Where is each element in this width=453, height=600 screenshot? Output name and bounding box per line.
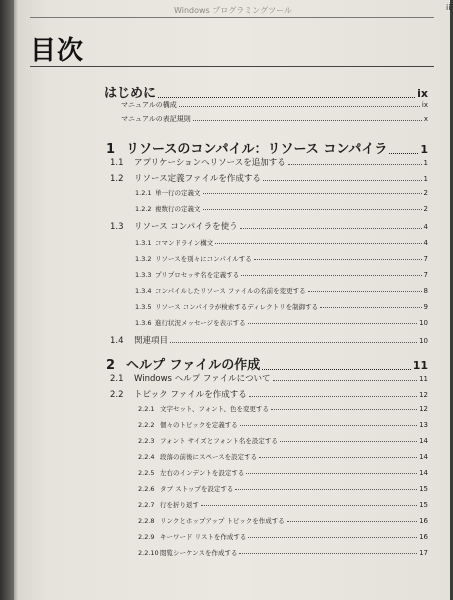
toc-entry-page: 11 xyxy=(412,359,428,372)
toc-entry-page: 14 xyxy=(419,469,428,477)
toc-entry-number: 1.3.1 xyxy=(135,239,152,247)
toc-leader-dots xyxy=(308,291,422,292)
document-page xyxy=(14,0,453,600)
toc-entry-page: 4 xyxy=(423,239,428,247)
toc-leader-dots xyxy=(254,259,422,260)
toc-leader-dots xyxy=(248,537,417,538)
toc-entry-label: 行を折り返す xyxy=(160,501,199,509)
toc-entry-number: 1.2 xyxy=(110,174,124,184)
toc-entry[interactable] xyxy=(138,452,428,461)
toc-entry-page: 15 xyxy=(419,485,428,493)
toc-entry-page: 9 xyxy=(423,303,428,311)
toc-entry-label: コンパイルしたリソース ファイルの名前を変更する xyxy=(155,287,306,295)
toc-entry[interactable] xyxy=(106,354,428,373)
table-of-contents xyxy=(14,0,450,600)
toc-entry[interactable] xyxy=(110,156,428,168)
toc-entry-number: 2.1 xyxy=(110,374,124,384)
toc-entry-label: 個々のトピックを定義する xyxy=(160,421,238,429)
running-header: Windows プログラミングツール xyxy=(174,6,292,15)
toc-entry[interactable] xyxy=(110,372,428,384)
toc-leader-dots xyxy=(215,243,421,244)
toc-entry-page: 1 xyxy=(420,143,428,156)
toc-entry-label: リソース定義ファイルを作成する xyxy=(134,174,261,184)
toc-entry-number: 2.2.8 xyxy=(138,517,155,525)
toc-leader-dots xyxy=(235,489,417,490)
toc-entry-number: 2.2.1 xyxy=(138,405,155,413)
toc-entry-page: 10 xyxy=(419,337,428,345)
toc-entry-label: リソースを別々にコンパイルする xyxy=(155,255,252,263)
toc-entry-number: 2.2.3 xyxy=(138,437,155,445)
toc-entry-number: 1.4 xyxy=(110,336,124,346)
toc-entry-page: 13 xyxy=(419,421,428,429)
toc-entry[interactable] xyxy=(138,500,428,509)
toc-leader-dots xyxy=(262,369,410,370)
toc-entry-label: コマンドライン構文 xyxy=(155,239,214,247)
toc-entry[interactable] xyxy=(110,172,428,184)
toc-entry-page: x xyxy=(423,115,428,123)
toc-entry-number: 2.2.9 xyxy=(138,533,155,541)
toc-leader-dots xyxy=(259,457,417,458)
toc-entry[interactable] xyxy=(121,100,428,110)
toc-leader-dots xyxy=(241,275,421,276)
toc-entry-number: 1.3.4 xyxy=(135,287,152,295)
toc-entry-page: 2 xyxy=(423,189,428,197)
toc-entry-number: 2.2.10 xyxy=(138,549,159,557)
toc-entry[interactable] xyxy=(138,484,428,493)
toc-entry[interactable] xyxy=(135,188,428,197)
toc-entry-label: 進行状況メッセージを表示する xyxy=(155,319,246,327)
toc-leader-dots xyxy=(271,409,417,410)
toc-entry-page: 16 xyxy=(419,533,428,541)
toc-entry-number: 1.3.3 xyxy=(135,271,152,279)
toc-entry-number: 2.2.2 xyxy=(138,421,155,429)
toc-leader-dots xyxy=(170,342,417,343)
toc-entry-label: 複数行の定義文 xyxy=(155,205,201,213)
toc-entry-label: リソースのコンパイル：リソース コンパイラ xyxy=(126,142,388,157)
toc-entry[interactable] xyxy=(135,238,428,247)
toc-leader-dots xyxy=(239,553,417,554)
toc-entry-number: 1.3 xyxy=(110,222,124,232)
toc-entry-label: 文字セット、フォント、色を変更する xyxy=(160,405,270,413)
toc-entry-label: トピック ファイルを作成する xyxy=(134,390,247,400)
toc-entry-label: マニュアルの表記規則 xyxy=(121,115,191,123)
toc-entry-page: 4 xyxy=(423,223,428,231)
toc-entry[interactable] xyxy=(110,388,428,400)
toc-entry-page: 12 xyxy=(419,391,428,399)
toc-entry-number: 1.3.2 xyxy=(135,255,152,263)
toc-entry-label: 閲覧シーケンスを作成する xyxy=(160,549,238,557)
toc-leader-dots xyxy=(288,164,422,165)
toc-entry[interactable] xyxy=(135,254,428,263)
toc-leader-dots xyxy=(203,209,422,210)
toc-leader-dots xyxy=(246,473,417,474)
toc-entry[interactable] xyxy=(138,548,428,557)
toc-entry-label: タブ ストップを設定する xyxy=(160,485,234,493)
toc-entry-page: 1 xyxy=(423,159,428,167)
toc-leader-dots xyxy=(287,521,417,522)
toc-entry-number: 1.3.5 xyxy=(135,303,152,311)
toc-entry-number: 2.2.5 xyxy=(138,469,155,477)
toc-entry[interactable] xyxy=(135,204,428,213)
toc-entry[interactable] xyxy=(138,420,428,429)
toc-entry-number: 2.2.6 xyxy=(138,485,155,493)
toc-leader-dots xyxy=(273,380,418,381)
toc-entry-number: 2.2.7 xyxy=(138,501,155,509)
toc-entry-label: ヘルプ ファイルの作成 xyxy=(126,358,261,373)
toc-leader-dots xyxy=(248,323,417,324)
toc-entry-number: 1.1 xyxy=(110,158,124,168)
toc-leader-dots xyxy=(179,106,420,107)
toc-leader-dots xyxy=(240,228,422,229)
toc-entry-page: 14 xyxy=(419,437,428,445)
toc-entry-page: 12 xyxy=(419,405,428,413)
toc-entry-number: 1 xyxy=(106,142,116,157)
toc-entry-label: リソース コンパイラが検索するディレクトリを制御する xyxy=(155,303,319,311)
toc-leader-dots xyxy=(201,505,417,506)
toc-entry-page: ix xyxy=(417,87,428,100)
toc-entry[interactable] xyxy=(110,220,428,232)
toc-entry-label: マニュアルの構成 xyxy=(121,101,177,109)
toc-entry-label: アプリケーションへリソースを追加する xyxy=(134,158,286,168)
toc-entry[interactable] xyxy=(110,334,428,346)
toc-entry-page: 2 xyxy=(423,205,428,213)
toc-entry-page: 7 xyxy=(423,255,428,263)
toc-entry-label: 段落の前後にスペースを設定する xyxy=(160,453,258,461)
toc-entry-label: Windows ヘルプ ファイルについて xyxy=(134,374,271,384)
page-number: iii xyxy=(446,3,453,12)
toc-entry[interactable] xyxy=(138,516,428,525)
toc-entry-page: 17 xyxy=(419,549,428,557)
adjacent-page-edge xyxy=(0,0,14,600)
toc-entry-label: 関連項目 xyxy=(134,336,169,346)
toc-entry-page: 10 xyxy=(419,319,428,327)
toc-entry-label: 左右のインデントを設定する xyxy=(160,469,245,477)
toc-entry-label: キーワード リストを作成する xyxy=(160,533,247,541)
toc-entry-number: 1.2.1 xyxy=(135,189,152,197)
toc-entry-page: 15 xyxy=(419,501,428,509)
toc-entry-number: 2 xyxy=(106,358,116,373)
toc-entry[interactable] xyxy=(135,302,428,311)
toc-leader-dots xyxy=(203,193,422,194)
toc-leader-dots xyxy=(240,425,417,426)
toc-entry-number: 1.3.6 xyxy=(135,319,152,327)
toc-entry-label: プリプロセッサ名を定義する xyxy=(155,271,240,279)
toc-leader-dots xyxy=(249,396,417,397)
toc-entry[interactable] xyxy=(138,468,428,477)
toc-entry-label: フォント サイズとフォント名を設定する xyxy=(160,437,278,445)
toc-entry-page: 16 xyxy=(419,517,428,525)
toc-entry-page: 14 xyxy=(419,453,428,461)
toc-leader-dots xyxy=(263,180,422,181)
toc-entry-page: 8 xyxy=(423,287,428,295)
toc-entry-label: はじめに xyxy=(104,86,157,101)
toc-entry-number: 1.2.2 xyxy=(135,205,152,213)
toc-entry[interactable] xyxy=(135,286,428,295)
toc-leader-dots xyxy=(320,307,421,308)
toc-entry-page: 11 xyxy=(419,375,428,383)
toc-leader-dots xyxy=(280,441,417,442)
toc-entry[interactable] xyxy=(121,114,428,124)
toc-entry-page: ix xyxy=(421,101,428,109)
page-title: 目次 xyxy=(30,36,85,66)
toc-entry-number: 2.2 xyxy=(110,390,124,400)
toc-entry[interactable] xyxy=(138,404,428,413)
toc-entry[interactable] xyxy=(135,318,428,327)
toc-entry-label: リンクとホップアップ トピックを作成する xyxy=(160,517,285,525)
toc-entry-number: 2.2.4 xyxy=(138,453,155,461)
toc-entry[interactable] xyxy=(138,532,428,541)
toc-leader-dots xyxy=(389,153,418,154)
toc-entry-label: 単一行の定義文 xyxy=(155,189,201,197)
toc-entry-page: 1 xyxy=(423,175,428,183)
toc-entry[interactable] xyxy=(106,138,428,157)
toc-entry[interactable] xyxy=(104,82,428,101)
toc-entry-page: 7 xyxy=(423,271,428,279)
toc-leader-dots xyxy=(193,120,422,121)
toc-entry[interactable] xyxy=(138,436,428,445)
toc-leader-dots xyxy=(158,97,415,98)
toc-entry[interactable] xyxy=(135,270,428,279)
toc-entry-label: リソース コンパイラを使う xyxy=(134,222,238,232)
